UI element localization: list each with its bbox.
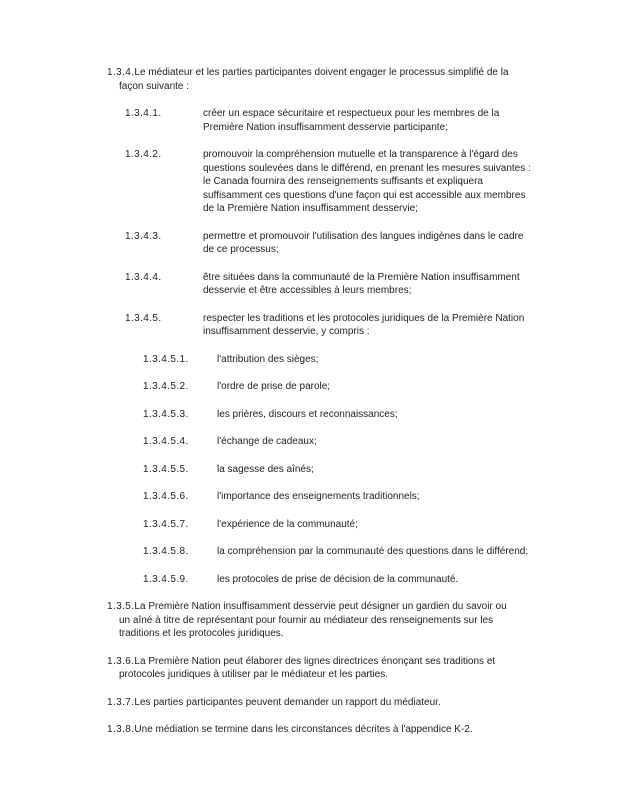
clause-text: les prières, discours et reconnaissances; [217, 408, 398, 420]
clause-text: la compréhension par la communauté des questions dans le différend; [217, 546, 529, 557]
clause-text: la sagesse des aînés; [217, 463, 314, 475]
clause-text: l'échange de cadeaux; [217, 436, 317, 447]
clause-1-3-7 [107, 696, 509, 710]
clause-1-3-4-5-5 [143, 463, 553, 477]
clause-1-3-4-4 [125, 271, 535, 298]
clause-number: 1.3.4.5.6. [143, 491, 189, 502]
clause-number: 1.3.4.5.8. [143, 546, 189, 557]
clause-number: 1.3.7. [107, 696, 135, 708]
clause-number: 1.3.4.5.2. [143, 381, 189, 392]
clause-number: 1.3.4.1. [125, 108, 162, 119]
clause-1-3-4-5-3 [143, 408, 553, 422]
clause-1-3-4-5-4 [143, 435, 553, 449]
clause-1-3-6 [107, 655, 509, 682]
clause-1-3-4-5-9 [143, 573, 553, 587]
clause-number: 1.3.4.5.1. [143, 353, 189, 365]
clause-number: 1.3.4.5.4. [143, 436, 189, 447]
clause-1-3-4-5-8 [143, 545, 553, 559]
clause-number: 1.3.6. [107, 655, 135, 667]
clause-text: Les parties participantes peuvent demander un rapport du médiateur. [134, 696, 441, 708]
clause-1-3-4-5-7 [143, 518, 553, 532]
clause-1-3-4-5 [125, 312, 535, 339]
clause-1-3-5 [107, 600, 509, 641]
clause-1-3-4-3 [125, 230, 535, 257]
clause-number: 1.3.5. [107, 601, 135, 612]
clause-text: l'importance des enseignements traditionnels; [217, 491, 420, 502]
clause-text: La Première Nation peut élaborer des lignes directrices énonçant ses traditions et protocoles juridiques à utiliser par le médiateur et les parties. [119, 655, 496, 680]
clause-number: 1.3.4.5.5. [143, 463, 189, 475]
clause-number: 1.3.4.2. [125, 149, 162, 160]
clause-1-3-4-5-2 [143, 380, 553, 394]
clause-1-3-4-5-1 [143, 353, 553, 367]
clause-1-3-4-5-6 [143, 490, 553, 504]
clause-1-3-8 [107, 723, 509, 737]
clause-text: créer un espace sécuritaire et respectueux pour les membres de la Première Nation insuffisamment desservie participante; [203, 108, 500, 133]
clause-text: respecter les traditions et les protocoles juridiques de la Première Nation insuffisamment desservie, y compris : [203, 312, 525, 337]
clause-number: 1.3.4.5.9. [143, 573, 189, 585]
clause-1-3-4 [107, 66, 509, 93]
clause-text: l'attribution des sièges; [217, 353, 319, 365]
clause-number: 1.3.4.5. [125, 312, 162, 324]
clause-number: 1.3.4.4. [125, 271, 162, 283]
clause-number: 1.3.4.5.7. [143, 518, 189, 530]
clause-text: La Première Nation insuffisamment desservie peut désigner un gardien du savoir ou un aîné à titre de représentant pour fournir au médiateur des renseignements sur les traditions et les protocoles juridiques. [119, 601, 507, 639]
clause-text: Une médiation se termine dans les circonstances décrites à l'appendice K-2. [134, 724, 473, 735]
clause-number: 1.3.4.3. [125, 230, 162, 242]
clause-text: l'expérience de la communauté; [217, 518, 358, 530]
clause-text: permettre et promouvoir l'utilisation des langues indigènes dans le cadre de ce processus; [203, 230, 524, 255]
clause-text: Le médiateur et les parties participantes doivent engager le processus simplifié de la façon suivante : [119, 67, 509, 92]
clause-1-3-4-1 [125, 107, 535, 134]
clause-text: les protocoles de prise de décision de la communauté. [217, 573, 459, 585]
document-body [107, 66, 531, 751]
clause-text: être situées dans la communauté de la Première Nation insuffisamment desservie et être accessibles à leurs membres; [203, 271, 520, 296]
clause-number: 1.3.4.5.3. [143, 408, 189, 420]
clause-1-3-4-2 [125, 148, 535, 216]
clause-number: 1.3.4. [107, 67, 135, 78]
clause-text: promouvoir la compréhension mutuelle et la transparence à l'égard des questions soulevées dans le différend, en prenant les mesures suivantes : le Canada fournira des renseignements suffisants et expliquera suffisamment ces questions d'une façon qui est accessible aux membres de la Première Nation insuffisamment desservie; [203, 149, 531, 214]
clause-number: 1.3.8. [107, 724, 135, 735]
clause-text: l'ordre de prise de parole; [217, 381, 331, 392]
